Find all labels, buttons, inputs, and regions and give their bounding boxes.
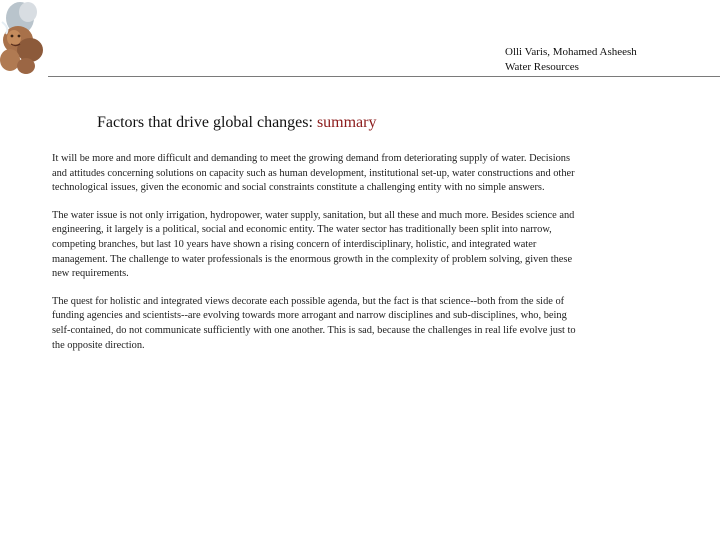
slide-title-accent: summary	[316, 114, 377, 131]
slide-title	[97, 114, 376, 132]
header-info	[505, 45, 637, 75]
logo-image	[0, 0, 48, 78]
header-divider	[48, 76, 720, 77]
slide-body	[52, 152, 582, 366]
paragraph-1: It will be more and more difficult and demanding to meet the growing demand from deteriorating supply of water. Decisions and attitudes concerning solutions on capacity such as human development, institutional set-up, water constructions and other technological issues, given the economic and social constraints constitute a challenging entity with no simple answers.	[52, 153, 575, 194]
slide-title-main: Factors that drive global changes:	[97, 114, 317, 131]
paragraph-3: The quest for holistic and integrated views decorate each possible agenda, but the fact is that science--both from the side of funding agencies and scientists--are evolving towards more arrogant and narrow disciplines and sub-disciplines, who, being self-contained, do not communicate sufficiently with one another. This is sad, because the challenges in real life evolve just to the opposite direction.	[52, 295, 576, 351]
author-line: Olli Varis, Mohamed Asheesh	[505, 46, 637, 58]
paragraph-2: The water issue is not only irrigation, hydropower, water supply, sanitation, but all these and much more. Besides science and engineering, it largely is a political, social and economic entity. The water sector has traditionally been split into narrow, competing branches, but last 10 years have shown a rising concern of interdisciplinary, holistic, and integrated water management. The challenge to water professionals is the enormous growth in the complexity of problem solving, given these new requirements.	[52, 209, 575, 280]
course-line: Water Resources	[505, 61, 579, 73]
